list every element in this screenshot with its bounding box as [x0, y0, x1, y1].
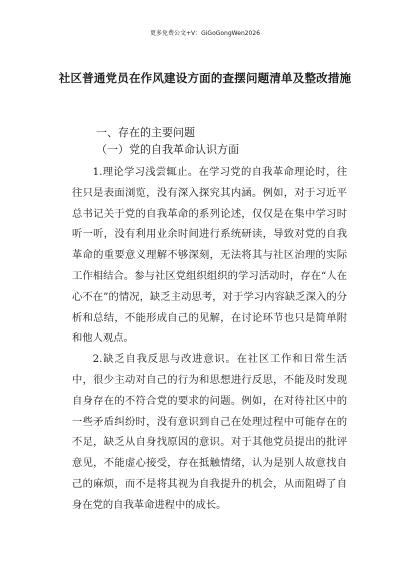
paragraph-2: 2.缺乏自我反思与改进意识。在社区工作和日常生活中，很少主动对自己的行为和思想进行反思，不能及时发现自身存在的不符合党的要求的问题。例如，在对待社区中的一些矛盾纠纷时，没有意识到自己在处理过程中可能存在的不足，缺乏从自身找原因的意识。对于其他党员提出的批评意见，不能虚心接受，存在抵触情绪，认为是别人故意找自己的麻烦，而不是将其视为自我提升的机会，从而阻碍了自身在党的自我革命进程中的成长。: [72, 353, 347, 511]
header-note: 更多免费公文+V：GiGoGongWen2026: [149, 30, 261, 37]
document-title: 社区普通党员在作风建设方面的查摆问题清单及整改措施: [58, 71, 352, 85]
subsection-heading: （一）党的自我革命认识方面: [96, 143, 239, 156]
paragraph-1: 1.理论学习浅尝辄止。在学习党的自我革命理论时，往往只是表面浏览，没有深入探究其内涵。例如，对于习近平总书记关于党的自我革命的系列论述，仅仅是在集中学习时听一听，没有利用业余时间进行系统研读，导致对党的自我革命的重要意义理解不够深刻，无法将其与社区治理的实际工作相结合。参与社区党组织组织的学习活动时，存在“人在心不在”的情况，缺乏主动思考，对于学习内容缺乏深入的分析和总结，不能形成自己的见解，在讨论环节也只是简单附和他人观点。: [72, 166, 347, 345]
body-text: [72, 162, 347, 516]
section-heading: 一、存在的主要问题: [96, 126, 195, 139]
